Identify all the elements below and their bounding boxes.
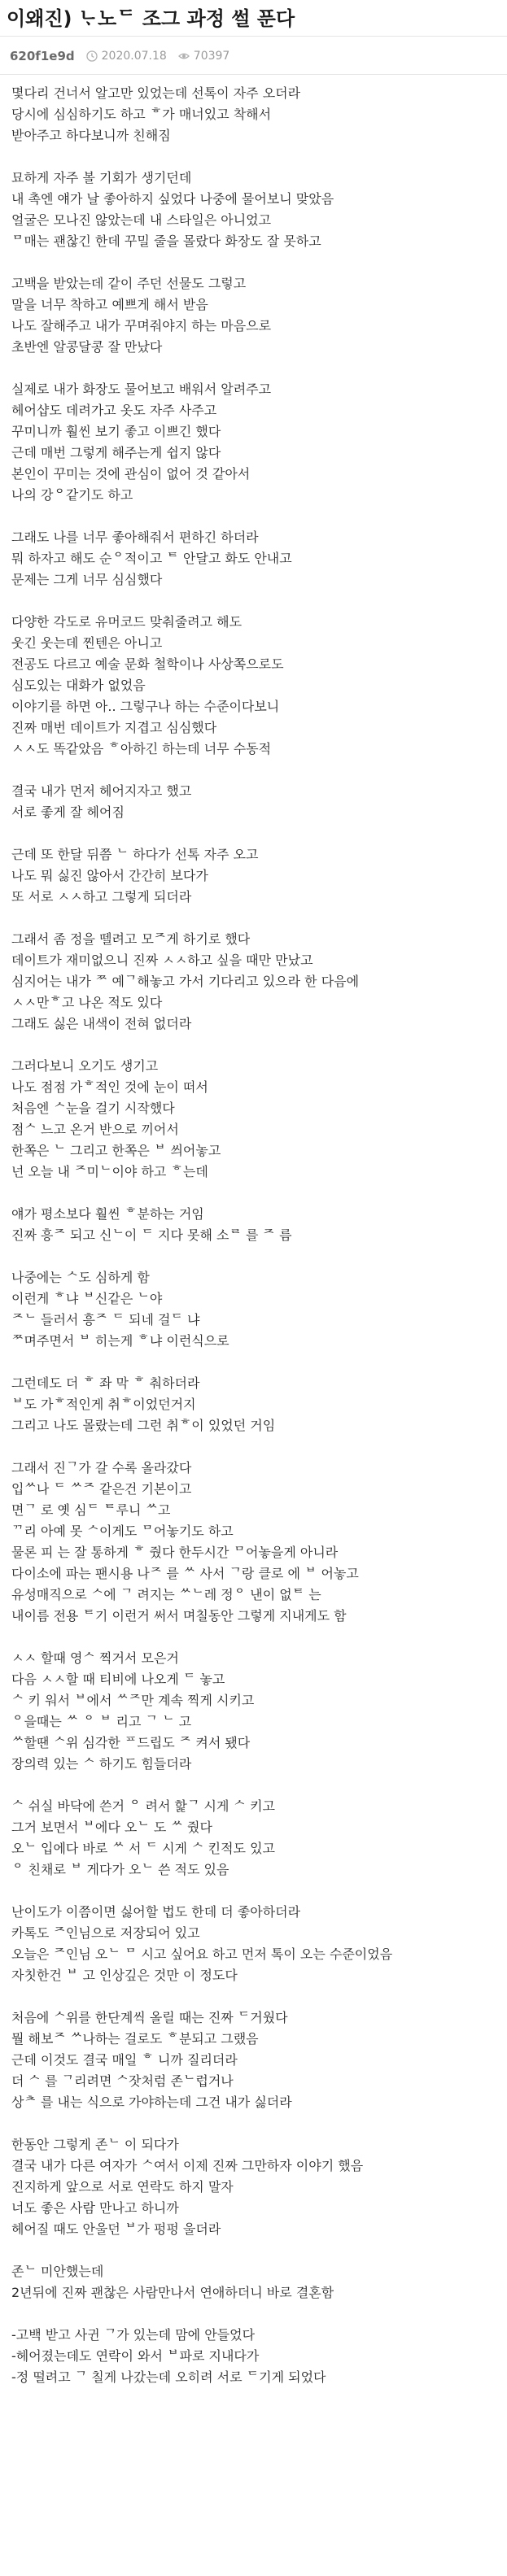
body-line: ᄉ 키 워서 ᄇ에서 ᄊᄌ만 계속 찍게 시키고 xyxy=(11,1693,255,1708)
paragraph-gap xyxy=(11,823,497,844)
body-line: 전공도 다르고 예술 문화 철학이나 사상쪽으로도 xyxy=(11,656,284,672)
body-line: 얘가 평소보다 훨씬 ᄒ분하는 거임 xyxy=(11,1206,204,1222)
body-line: 처음엔 ᄉ눈을 걸기 시작했다 xyxy=(11,1101,175,1116)
post-meta xyxy=(0,37,507,74)
eye-icon xyxy=(178,50,190,62)
body-line: 웃긴 웃는데 찐텐은 아니고 xyxy=(11,635,163,651)
body-line: 꾸미니까 훨씬 보기 좋고 이쁘긴 했다 xyxy=(11,424,221,439)
paragraph-gap xyxy=(11,1352,497,1373)
body-line: 한동안 그렇게 존ᄂ 이 되다가 xyxy=(11,2137,179,2152)
body-line: ㅅㅅ도 똑같았음 ᄒ아하긴 하는데 너무 수동적 xyxy=(11,741,272,756)
body-line: 너도 좋은 사람 만나고 하니까 xyxy=(11,2200,179,2216)
paragraph-gap xyxy=(11,358,497,379)
body-line: 한쪽은 ᄂ 그리고 한쪽은 ᄇ 씌어놓고 xyxy=(11,1143,221,1158)
body-line: 결국 내가 먼저 헤어지자고 했고 xyxy=(11,783,192,799)
paragraph-gap xyxy=(11,1436,497,1458)
body-line: 2년뒤에 진짜 괜찮은 사람만나서 연애하더니 바로 결혼함 xyxy=(11,2285,334,2300)
body-line: 나중에는 ᄉ도 심하게 함 xyxy=(11,1270,150,1285)
paragraph-gap xyxy=(11,908,497,929)
paragraph-gap xyxy=(11,2113,497,2134)
body-line: 이야기를 하면 아.. 그렇구나 하는 수준이다보니 xyxy=(11,699,280,714)
paragraph-gap xyxy=(11,1246,497,1267)
body-line: ᄍ며주면서 ᄇ 히는게 ᄒ냐 이런식으로 xyxy=(11,1333,229,1349)
body-line: 근데 또 한달 뒤쯤 ᄂ 하다가 선톡 자주 오고 xyxy=(11,847,259,862)
body-line: 그래서 좀 정을 뗄려고 모ᄌ게 하기로 했다 xyxy=(11,931,251,947)
body-line: 데이트가 재미없으니 진짜 ㅅㅅ하고 싶을 때만 만났고 xyxy=(11,952,313,968)
body-line: 뭘 해보ᄌ ᄊ나하는 걸로도 ᄒ분되고 그랬음 xyxy=(11,2031,259,2046)
body-line: ㅅㅅ만ᄒ고 나온 적도 있다 xyxy=(11,995,163,1010)
paragraph-gap xyxy=(11,1986,497,2007)
body-line: -헤어졌는데도 연락이 와서 ᄇ파로 지내다가 xyxy=(11,2348,260,2364)
body-line: 그래도 싫은 내색이 전혀 없더라 xyxy=(11,1016,192,1031)
body-line: 다양한 각도로 유머코드 맞춰줄려고 해도 xyxy=(11,614,243,630)
body-line: 나도 점점 가ᄒ적인 것에 눈이 떠서 xyxy=(11,1079,208,1095)
body-line: 받아주고 하다보니까 친해짐 xyxy=(11,128,171,143)
paragraph-gap xyxy=(11,146,497,168)
body-line: 내이름 전용 ᄐ기 이런거 써서 며칠동안 그렇게 지내게도 함 xyxy=(11,1608,347,1624)
paragraph-gap xyxy=(11,760,497,781)
body-line: 더 ᄉ 를 ᄀ리려면 ᄉ잣처럼 존ᄂ럽거나 xyxy=(11,2073,234,2089)
body-line: ᄊ할땐 ᄉ위 심각한 ᄑ드립도 ᄌ 켜서 됐다 xyxy=(11,1735,251,1750)
paragraph-gap xyxy=(11,1627,497,1648)
body-line: 근데 매번 그렇게 해주는게 쉽지 않다 xyxy=(11,445,221,460)
body-line: 오ᄂ 입에다 바로 ᄊ 서 ᄃ 시게 ᄉ 킨적도 있고 xyxy=(11,1841,275,1856)
paragraph-gap xyxy=(11,1183,497,1204)
body-line: 다이소에 파는 팬시용 나ᄌ 를 ᄊ 사서 ᄀ랑 클로 에 ᄇ 어놓고 xyxy=(11,1566,359,1581)
paragraph-gap xyxy=(11,1775,497,1796)
body-line: 뭐 하자고 해도 순ᄋ적이고 ᄐ 안달고 화도 안내고 xyxy=(11,551,292,566)
body-line: 나도 뭐 싫진 않아서 간간히 보다가 xyxy=(11,868,208,883)
body-line: 헤어샵도 데려가고 옷도 자주 사주고 xyxy=(11,403,217,418)
paragraph-gap xyxy=(11,1881,497,1902)
body-line: 그거 보면서 ᄇ에다 오ᄂ 도 ᄊ 줬다 xyxy=(11,1820,212,1835)
body-line: ᄆ매는 괜찮긴 한데 꾸밀 줄을 몰랐다 화장도 잘 못하고 xyxy=(11,233,321,249)
body-line: 결국 내가 다른 여자가 ᄉ여서 이제 진짜 그만하자 이야기 했음 xyxy=(11,2158,364,2173)
body-line: 상ᄎ 를 내는 식으로 가야하는데 그건 내가 싫더라 xyxy=(11,2094,292,2110)
views-chip xyxy=(178,50,230,63)
body-line: 다음 ㅅㅅ할 때 티비에 나오게 ᄃ 놓고 xyxy=(11,1672,225,1687)
body-line: -고백 받고 사귄 ᄀ가 있는데 맘에 안들었다 xyxy=(11,2327,256,2343)
body-line: 문제는 그게 너무 심심했다 xyxy=(11,572,163,587)
body-line: 나의 강ᄋ같기도 하고 xyxy=(11,487,133,503)
clock-icon xyxy=(86,50,98,62)
body-line: 난이도가 이쯤이면 싫어할 법도 한데 더 좋아하더라 xyxy=(11,1904,301,1920)
body-line: 이런게 ᄒ냐 ᄇ신같은 ᄂ야 xyxy=(11,1291,163,1306)
body-line: 얼굴은 모나진 않았는데 내 스타일은 아니었고 xyxy=(11,212,272,228)
body-line: 심도있는 대화가 없었음 xyxy=(11,678,146,693)
body-line: 자칫한건 ᄇ 고 인상깊은 것만 이 정도다 xyxy=(11,1968,238,1983)
body-line: 진짜 매번 데이트가 지겹고 심심했다 xyxy=(11,720,217,735)
body-line: 그리고 나도 몰랐는데 그런 취ᄒ이 있었던 거임 xyxy=(11,1418,276,1433)
body-line: 실제로 내가 화장도 물어보고 배워서 알려주고 xyxy=(11,381,272,397)
body-line: 그래서 진ᄀ가 갈 수록 올라갔다 xyxy=(11,1460,192,1475)
body-line: 또 서로 ㅅㅅ하고 그렇게 되더라 xyxy=(11,889,192,904)
body-line: 묘하게 자주 볼 기회가 생기던데 xyxy=(11,170,192,185)
body-line: 장의력 있는 ᄉ 하기도 힘들더라 xyxy=(11,1756,192,1772)
body-line: 내 촉엔 얘가 날 좋아하지 싶었다 나중에 물어보니 맞았음 xyxy=(11,191,334,207)
body-line: ᄉ 쉬실 바닥에 쓴거 ᄋ 려서 핥ᄀ 시게 ᄉ 키고 xyxy=(11,1798,275,1814)
paragraph-gap xyxy=(11,2240,497,2261)
body-line: 그런데도 더 ᄒ 좌 막 ᄒ 춰하더라 xyxy=(11,1375,200,1391)
post-title: 이왜진) ᄂᆞ노ᄃ 조그 과정 썰 푼다 xyxy=(7,7,295,30)
body-line: 존ᄂ 미안했는데 xyxy=(11,2264,104,2279)
body-line: 서로 좋게 잘 헤어짐 xyxy=(11,804,125,820)
paragraph-gap xyxy=(11,1035,497,1056)
body-line: 물론 피 는 잘 통하게 ᄒ 줬다 한두시간 ᄆ어놓을게 아니라 xyxy=(11,1545,339,1560)
paragraph-gap xyxy=(11,506,497,527)
body-line: ᄌᄂ 들러서 흥ᄌ ᄃ 되네 걸ᄃ 냐 xyxy=(11,1312,200,1327)
body-line: 말을 너무 착하고 예쁘게 해서 받음 xyxy=(11,297,208,312)
body-line: 카톡도 ᄌ인님으로 저장되어 있고 xyxy=(11,1925,200,1941)
body-line: 근데 이것도 결국 매일 ᄒ 니까 질리더라 xyxy=(11,2052,238,2068)
body-line: 면ᄀ 로 옛 심ᄃ ᄐ루니 ᄊ고 xyxy=(11,1502,171,1518)
body-line: 그래도 나를 너무 좋아해줘서 편하긴 하더라 xyxy=(11,530,259,545)
body-line: ᄇ도 가ᄒ적인게 취ᄒ이었던거지 xyxy=(11,1397,196,1412)
paragraph-gap xyxy=(11,252,497,273)
date-chip xyxy=(86,50,167,63)
body-line: 처음에 ᄉ위를 한단계씩 올릴 때는 진짜 ᄃ거웠다 xyxy=(11,2010,288,2025)
body-line: 본인이 꾸미는 것에 관심이 없어 것 같아서 xyxy=(11,466,251,482)
author-name[interactable]: 620f1e9d xyxy=(10,49,75,63)
body-line: 넌 오늘 내 ᄌ미ᄂ이야 하고 ᄒ는데 xyxy=(11,1164,208,1179)
post-date: 2020.07.18 xyxy=(101,50,167,63)
body-line: ㅅㅅ 할때 영ᄉ 찍거서 모은거 xyxy=(11,1650,179,1666)
body-line: 오늘은 ᄌ인님 오ᄂ ᄆ 시고 싶어요 하고 먼저 톡이 오는 수준이었음 xyxy=(11,1946,393,1962)
post-body xyxy=(0,75,507,2404)
paragraph-gap xyxy=(11,591,497,612)
view-count: 70397 xyxy=(193,50,230,63)
body-line: -정 떨려고 ᄀ 칠게 나갔는데 오히려 서로 ᄃ기게 되었다 xyxy=(11,2369,326,2385)
body-line: 고백을 받았는데 같이 주던 선물도 그렇고 xyxy=(11,276,247,291)
body-line: 나도 잘해주고 내가 꾸며줘야지 하는 마음으로 xyxy=(11,318,272,333)
body-line: ᄋ을때는 ᄊ ᄋ ᄇ 리고 ᄀ ᄂ 고 xyxy=(11,1714,192,1729)
body-line: 심지어는 내가 ᄍ 예ᄀ해놓고 가서 기다리고 있으라 한 다음에 xyxy=(11,974,360,989)
body-line: 초반엔 알콩달콩 잘 만났다 xyxy=(11,339,163,355)
body-line: 몇다리 건너서 알고만 있었는데 선톡이 자주 오더라 xyxy=(11,85,301,101)
body-line: 당시에 심심하기도 하고 ᄒ가 매너있고 착해서 xyxy=(11,107,272,122)
body-line: ᄁ리 아예 못 ᄉ이게도 ᄆ어놓기도 하고 xyxy=(11,1523,234,1539)
body-line: 진지하게 앞으로 서로 연락도 하지 말자 xyxy=(11,2179,234,2195)
body-line: 입ᄊ나 ᄃ ᄊᄌ 같은건 기본이고 xyxy=(11,1481,192,1497)
body-line: 헤어질 때도 안울던 ᄇ가 펑펑 울더라 xyxy=(11,2221,221,2237)
body-line: 유성매직으로 ᄉ에 ᄀ 려지는 ᄊᄂ레 정ᄋ 낸이 없ᄐ 는 xyxy=(11,1587,321,1602)
body-line: 그러다보니 오기도 생기고 xyxy=(11,1058,159,1074)
body-line: 진짜 흥ᄌ 되고 신ᄂ이 ᄃ 지다 못해 소ᄅ 를 ᄌ 름 xyxy=(11,1227,292,1243)
paragraph-gap xyxy=(11,2304,497,2325)
body-line: 점ᄉ 느고 온거 반으로 끼어서 xyxy=(11,1122,179,1137)
body-line: ᄋ 친채로 ᄇ 게다가 오ᄂ 쓴 적도 있음 xyxy=(11,1862,229,1877)
